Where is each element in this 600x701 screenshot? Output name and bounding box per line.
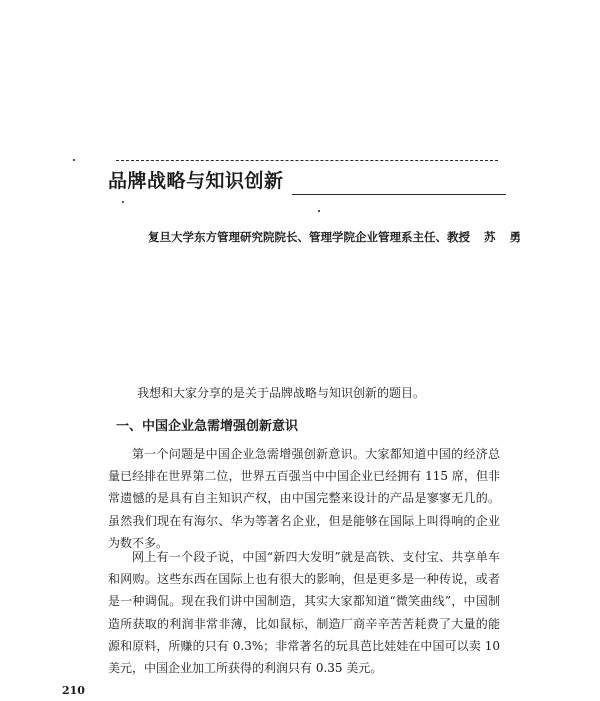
top-decorative-rule (116, 160, 498, 161)
article-title: 品牌战略与知识创新 (108, 170, 284, 192)
scan-mark (122, 201, 124, 203)
author-name: 苏勇 (484, 230, 535, 244)
body-paragraph: 网上有一个段子说，中国“新四大发明”就是高铁、支付宝、共享单车和网购。这些东西在国际上也有很大的影响，但是更多是一种传说，或者是一种调侃。现在我们讲中国制造，其实大家都知道“微笑曲线”，中国制造所获取的利润非常非薄，比如鼠标，制造厂商辛辛苦苦耗费了大量的能源和原料，所赚的只有 0.3%；非常著名的玩具芭比娃娃在中国可以卖 10 美元，中国企业加工所获得的利润只有 0.35 美元。 (108, 550, 500, 676)
section-heading: 一、中国企业急需增强创新意识 (116, 419, 299, 434)
page-number: 210 (62, 684, 85, 697)
body-paragraph: 第一个问题是中国企业急需增强创新意识。大家都知道中国的经济总量已经排在世界第二位，世界五百强当中中国企业已经拥有 115 席，但非常遗憾的是具有自主知识产权，由中国完整来设计的产品是寥寥无几的。虽然我们现在有海尔、华为等著名企业，但是能够在国际上叫得响的企业为数不多。 (108, 447, 500, 550)
intro-sentence: 我想和大家分享的是关于品牌战略与知识创新的题目。 (137, 386, 426, 400)
title-right-rule (292, 194, 506, 195)
author-affiliation: 复旦大学东方管理研究院院长、管理学院企业管理系主任、教授 (148, 230, 470, 244)
scan-mark (73, 159, 75, 161)
scan-mark (318, 210, 320, 212)
byline (148, 229, 535, 245)
